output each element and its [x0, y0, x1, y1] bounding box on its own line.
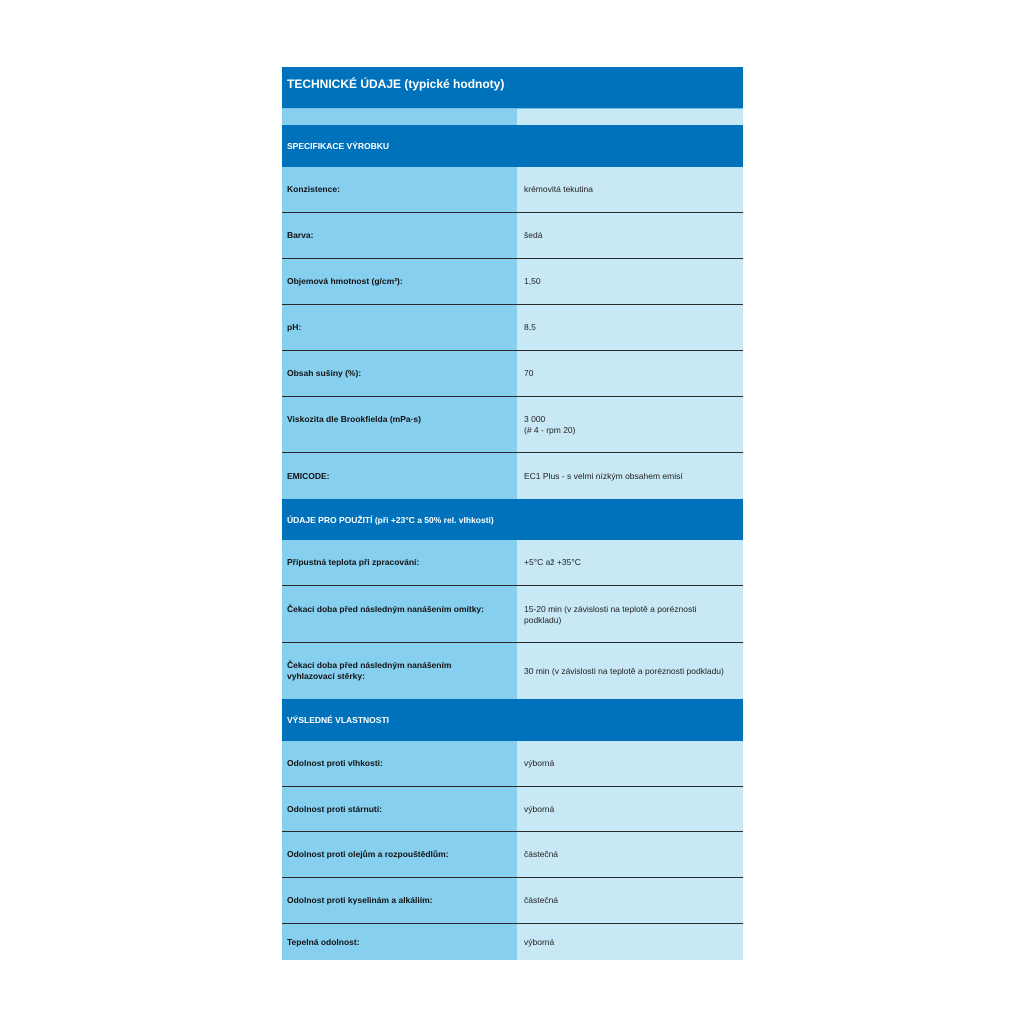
table-row [282, 787, 743, 832]
section-heading: SPECIFIKACE VÝROBKU [282, 125, 743, 167]
table-row [282, 741, 743, 787]
row-label: Viskozita dle Brookfielda (mPa·s) [282, 397, 517, 452]
row-label: Odolnost proti kyselinám a alkáliím: [282, 878, 517, 923]
table-row [282, 351, 743, 397]
row-value: EC1 Plus - s velmi nízkým obsahem emisí [517, 453, 743, 499]
table-row [282, 397, 743, 453]
row-label: Konzistence: [282, 167, 517, 212]
table-row [282, 540, 743, 586]
table-row [282, 305, 743, 351]
table-row [282, 878, 743, 924]
title-strip [282, 108, 743, 125]
row-value: výborná [517, 787, 743, 831]
row-label: EMICODE: [282, 453, 517, 499]
row-value: částečná [517, 832, 743, 877]
technical-data-sheet [282, 67, 743, 960]
row-label: Odolnost proti stárnutí: [282, 787, 517, 831]
row-label: Barva: [282, 213, 517, 258]
row-value: 15-20 min (v závislosti na teplotě a poréznosti podkladu) [517, 586, 743, 642]
row-value: 1,50 [517, 259, 743, 304]
row-label: Obsah sušiny (%): [282, 351, 517, 396]
row-label: Odolnost proti olejům a rozpouštědlům: [282, 832, 517, 877]
row-value: +5°C až +35°C [517, 540, 743, 585]
row-label: Tepelná odolnost: [282, 924, 517, 960]
section-heading: VÝSLEDNÉ VLASTNOSTI [282, 699, 743, 741]
table-row [282, 832, 743, 878]
row-value: 3 000 (# 4 - rpm 20) [517, 397, 743, 452]
table-row [282, 924, 743, 960]
table-row [282, 167, 743, 213]
sheet-title: TECHNICKÉ ÚDAJE (typické hodnoty) [282, 67, 743, 108]
section-heading: ÚDAJE PRO POUŽITÍ (při +23°C a 50% rel. vlhkosti) [282, 499, 743, 540]
table-row [282, 643, 743, 699]
row-label: Objemová hmotnost (g/cm³): [282, 259, 517, 304]
row-label: pH: [282, 305, 517, 350]
row-value: 8,5 [517, 305, 743, 350]
row-label: Čekací doba před následným nanášením vyhlazovací stěrky: [282, 643, 517, 699]
row-value: výborná [517, 741, 743, 786]
row-value: 70 [517, 351, 743, 396]
row-label: Přípustná teplota při zpracování: [282, 540, 517, 585]
row-value: částečná [517, 878, 743, 923]
row-value: šedá [517, 213, 743, 258]
row-label: Odolnost proti vlhkosti: [282, 741, 517, 786]
row-label: Čekací doba před následným nanášením omítky: [282, 586, 517, 642]
table-row [282, 213, 743, 259]
table-row [282, 259, 743, 305]
row-value: krémovitá tekutina [517, 167, 743, 212]
row-value: výborná [517, 924, 743, 960]
table-row [282, 586, 743, 643]
table-row [282, 453, 743, 499]
row-value: 30 min (v závislosti na teplotě a poréznosti podkladu) [517, 643, 743, 699]
